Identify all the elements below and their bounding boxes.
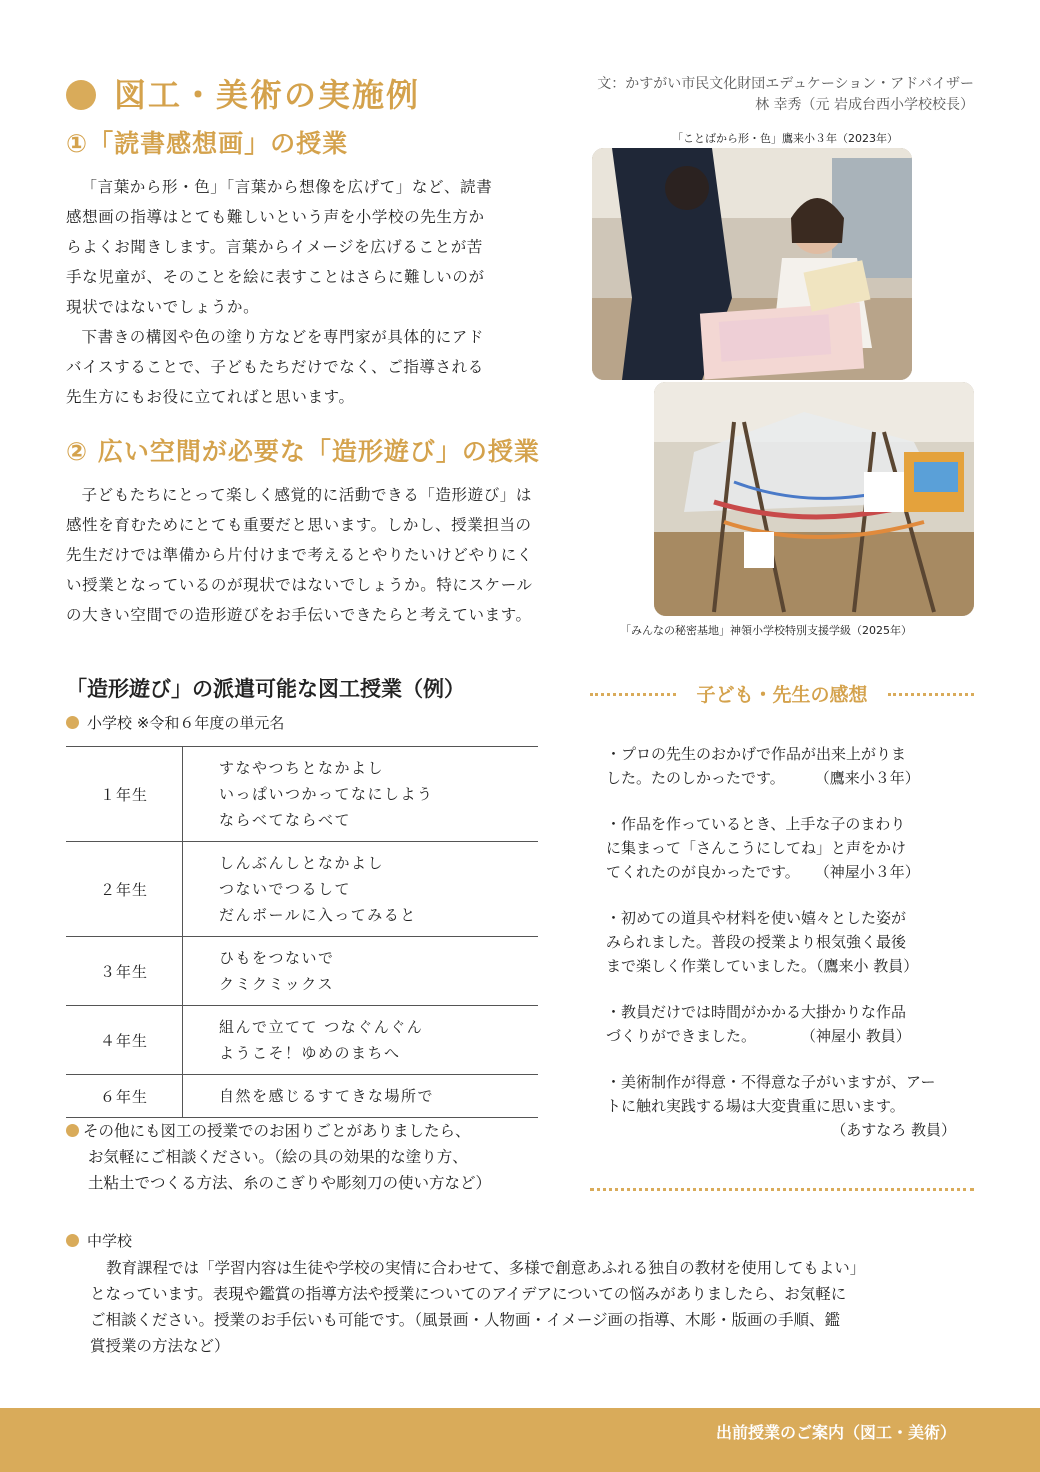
impression-item (606, 906, 956, 978)
unit-name: つないでつるして (219, 880, 352, 898)
junior-high-label (66, 1230, 132, 1251)
dotted-divider-bottom (590, 1188, 974, 1191)
consultation-note (66, 1118, 546, 1196)
units-cell (183, 842, 539, 937)
impression-line: ・プロの先生のおかげで作品が出来上がりま (606, 745, 907, 763)
section1-line: 「言葉から形・色」「言葉から想像を広げて」など、読書 (81, 178, 493, 196)
impression-item (606, 1070, 956, 1142)
impression-line: づくりができました。 （神屋小 教員） (606, 1027, 911, 1045)
section1-heading: ①「読書感想画」の授業 (66, 129, 349, 158)
title-bullet (66, 80, 96, 110)
units-cell (183, 1075, 539, 1118)
section2-line: い授業となっているのが現状ではないでしょうか。特にスケール (66, 576, 533, 594)
table-row (66, 1075, 538, 1118)
elementary-label-text: 小学校 ※令和６年度の単元名 (87, 714, 285, 732)
photo2-caption: 「みんなの秘密基地」神領小学校特別支援学級（2025年） (620, 624, 912, 637)
units-cell (183, 747, 539, 842)
units-cell (183, 1006, 539, 1075)
photo2-illustration (654, 382, 974, 616)
section1-line: 先生方にもお役に立てればと思います。 (66, 388, 355, 406)
units-cell (183, 937, 539, 1006)
unit-name: すなやつちとなかよし (219, 759, 385, 777)
impression-line: ・教員だけでは時間がかかる大掛かりな作品 (606, 1003, 907, 1021)
consult-line: 土粘土でつくる方法、糸のこぎりや彫刻刀の使い方など） (88, 1174, 492, 1192)
impression-item (606, 812, 956, 884)
impression-item (606, 742, 956, 790)
impression-line: ・初めての道具や材料を使い嬉々とした姿が (606, 909, 907, 927)
section1-line: バイスすることで、子どもたちだけでなく、ご指導される (66, 358, 484, 376)
junior-high-body (90, 1255, 980, 1359)
junior-high-line: となっています。表現や鑑賞の指導方法や授業についてのアイデアについての悩みがありましたら、お気軽に (90, 1285, 847, 1303)
bullet-icon (66, 1234, 79, 1247)
impression-line: ・美術制作が得意・不得意な子がいますが、アー (606, 1073, 936, 1091)
impression-line: ・作品を作っているとき、上手な子のまわり (606, 815, 906, 833)
grade-cell: ６年生 (66, 1075, 183, 1118)
consult-line-text: その他にも図工の授業でのお困りごとがありましたら、 (83, 1122, 471, 1140)
table-row (66, 747, 538, 842)
junior-high-line: 賞授業の方法など） (90, 1337, 230, 1355)
junior-high-line: ご相談ください。授業のお手伝いも可能です。（風景画・人物画・イメージ画の指導、木彫・版画の手順、鑑 (90, 1311, 841, 1329)
units-table-title: 「造形遊び」の派遣可能な図工授業（例） (66, 677, 465, 701)
table-row (66, 937, 538, 1006)
consult-line (66, 1118, 546, 1144)
page-title: 図工・美術の実施例 (114, 76, 421, 114)
impression-line: した。たのしかったです。 （鷹来小３年） (606, 769, 920, 787)
elementary-label (66, 712, 284, 733)
section2-heading: ② 広い空間が必要な「造形遊び」の授業 (66, 437, 540, 466)
secret-base-photo (654, 382, 974, 616)
impressions-list (606, 742, 956, 1164)
section1-body (66, 172, 546, 412)
impression-item (606, 1000, 956, 1048)
impression-line: トに触れ実践する場は大変貴重に思います。 (606, 1097, 905, 1115)
grade-cell: ３年生 (66, 937, 183, 1006)
bullet-icon (66, 1124, 79, 1137)
unit-name: 自然を感じるすてきな場所で (219, 1087, 434, 1105)
section1-line: 感想画の指導はとても難しいという声を小学校の先生方か (66, 208, 485, 226)
section1-line: 手な児童が、そのことを絵に表すことはさらに難しいのが (66, 268, 485, 286)
footer-text: 出前授業のご案内（図工・美術） (715, 1423, 956, 1442)
section2-body (66, 480, 586, 630)
credit-line-1: 文：かすがい市民文化財団エデュケーション・アドバイザー (597, 76, 974, 92)
section1-line: 下書きの構図や色の塗り方などを専門家が具体的にアド (81, 328, 485, 346)
grade-cell: ２年生 (66, 842, 183, 937)
impressions-title: 子ども・先生の感想 (696, 684, 868, 706)
impression-line: てくれたのが良かったです。 （神屋小３年） (606, 863, 920, 881)
unit-name: ようこそ！ゆめのまちへ (219, 1044, 401, 1062)
photo1-illustration (592, 148, 912, 380)
unit-name: ひもをつないで (219, 949, 335, 967)
unit-name: 組んで立てて つなぐんぐん (219, 1018, 424, 1036)
bullet-icon (66, 716, 79, 729)
classroom-painting-photo (592, 148, 912, 380)
unit-name: だんボールに入ってみると (219, 906, 417, 924)
photo1-caption: 「ことばから形・色」鷹来小３年（2023年） (672, 132, 898, 145)
consult-line: お気軽にご相談ください。（絵の具の効果的な塗り方、 (88, 1148, 468, 1166)
table-row (66, 842, 538, 937)
impression-line: みられました。普段の授業より根気強く最後 (606, 933, 907, 951)
impression-line: に集まって「さんこうにしてね」と声をかけ (606, 839, 907, 857)
section1-line: らよくお聞きします。言葉からイメージを広げることが苦 (66, 238, 483, 256)
grade-cell: ４年生 (66, 1006, 183, 1075)
units-table (66, 746, 538, 1118)
credit-line-2: 林 幸秀（元 岩成台西小学校校長） (755, 97, 974, 113)
unit-name: ならべてならべて (219, 811, 352, 829)
section1-line: 現状ではないでしょうか。 (66, 298, 260, 316)
section2-line: 先生だけでは準備から片付けまで考えるとやりたいけどやりにく (66, 546, 533, 564)
section2-line: 子どもたちにとって楽しく感覚的に活動できる「造形遊び」は (81, 486, 532, 504)
grade-cell: １年生 (66, 747, 183, 842)
unit-name: クミクミックス (219, 975, 335, 993)
impression-source: （あすなろ 教員） (831, 1121, 956, 1139)
junior-high-label-text: 中学校 (87, 1232, 133, 1250)
unit-name: しんぶんしとなかよし (219, 854, 385, 872)
impression-line: まで楽しく作業していました。（鷹来小 教員） (606, 957, 919, 975)
table-row (66, 1006, 538, 1075)
author-credit (597, 74, 974, 116)
section2-line: 感性を育むためにとても重要だと思います。しかし、授業担当の (66, 516, 532, 534)
unit-name: いっぱいつかってなにしよう (219, 785, 434, 803)
junior-high-line: 教育課程では「学習内容は生徒や学校の実情に合わせて、多様で創意あふれる独自の教材を使用してもよい」 (106, 1259, 866, 1277)
section2-line: の大きい空間での造形遊びをお手伝いできたらと考えています。 (66, 606, 532, 624)
